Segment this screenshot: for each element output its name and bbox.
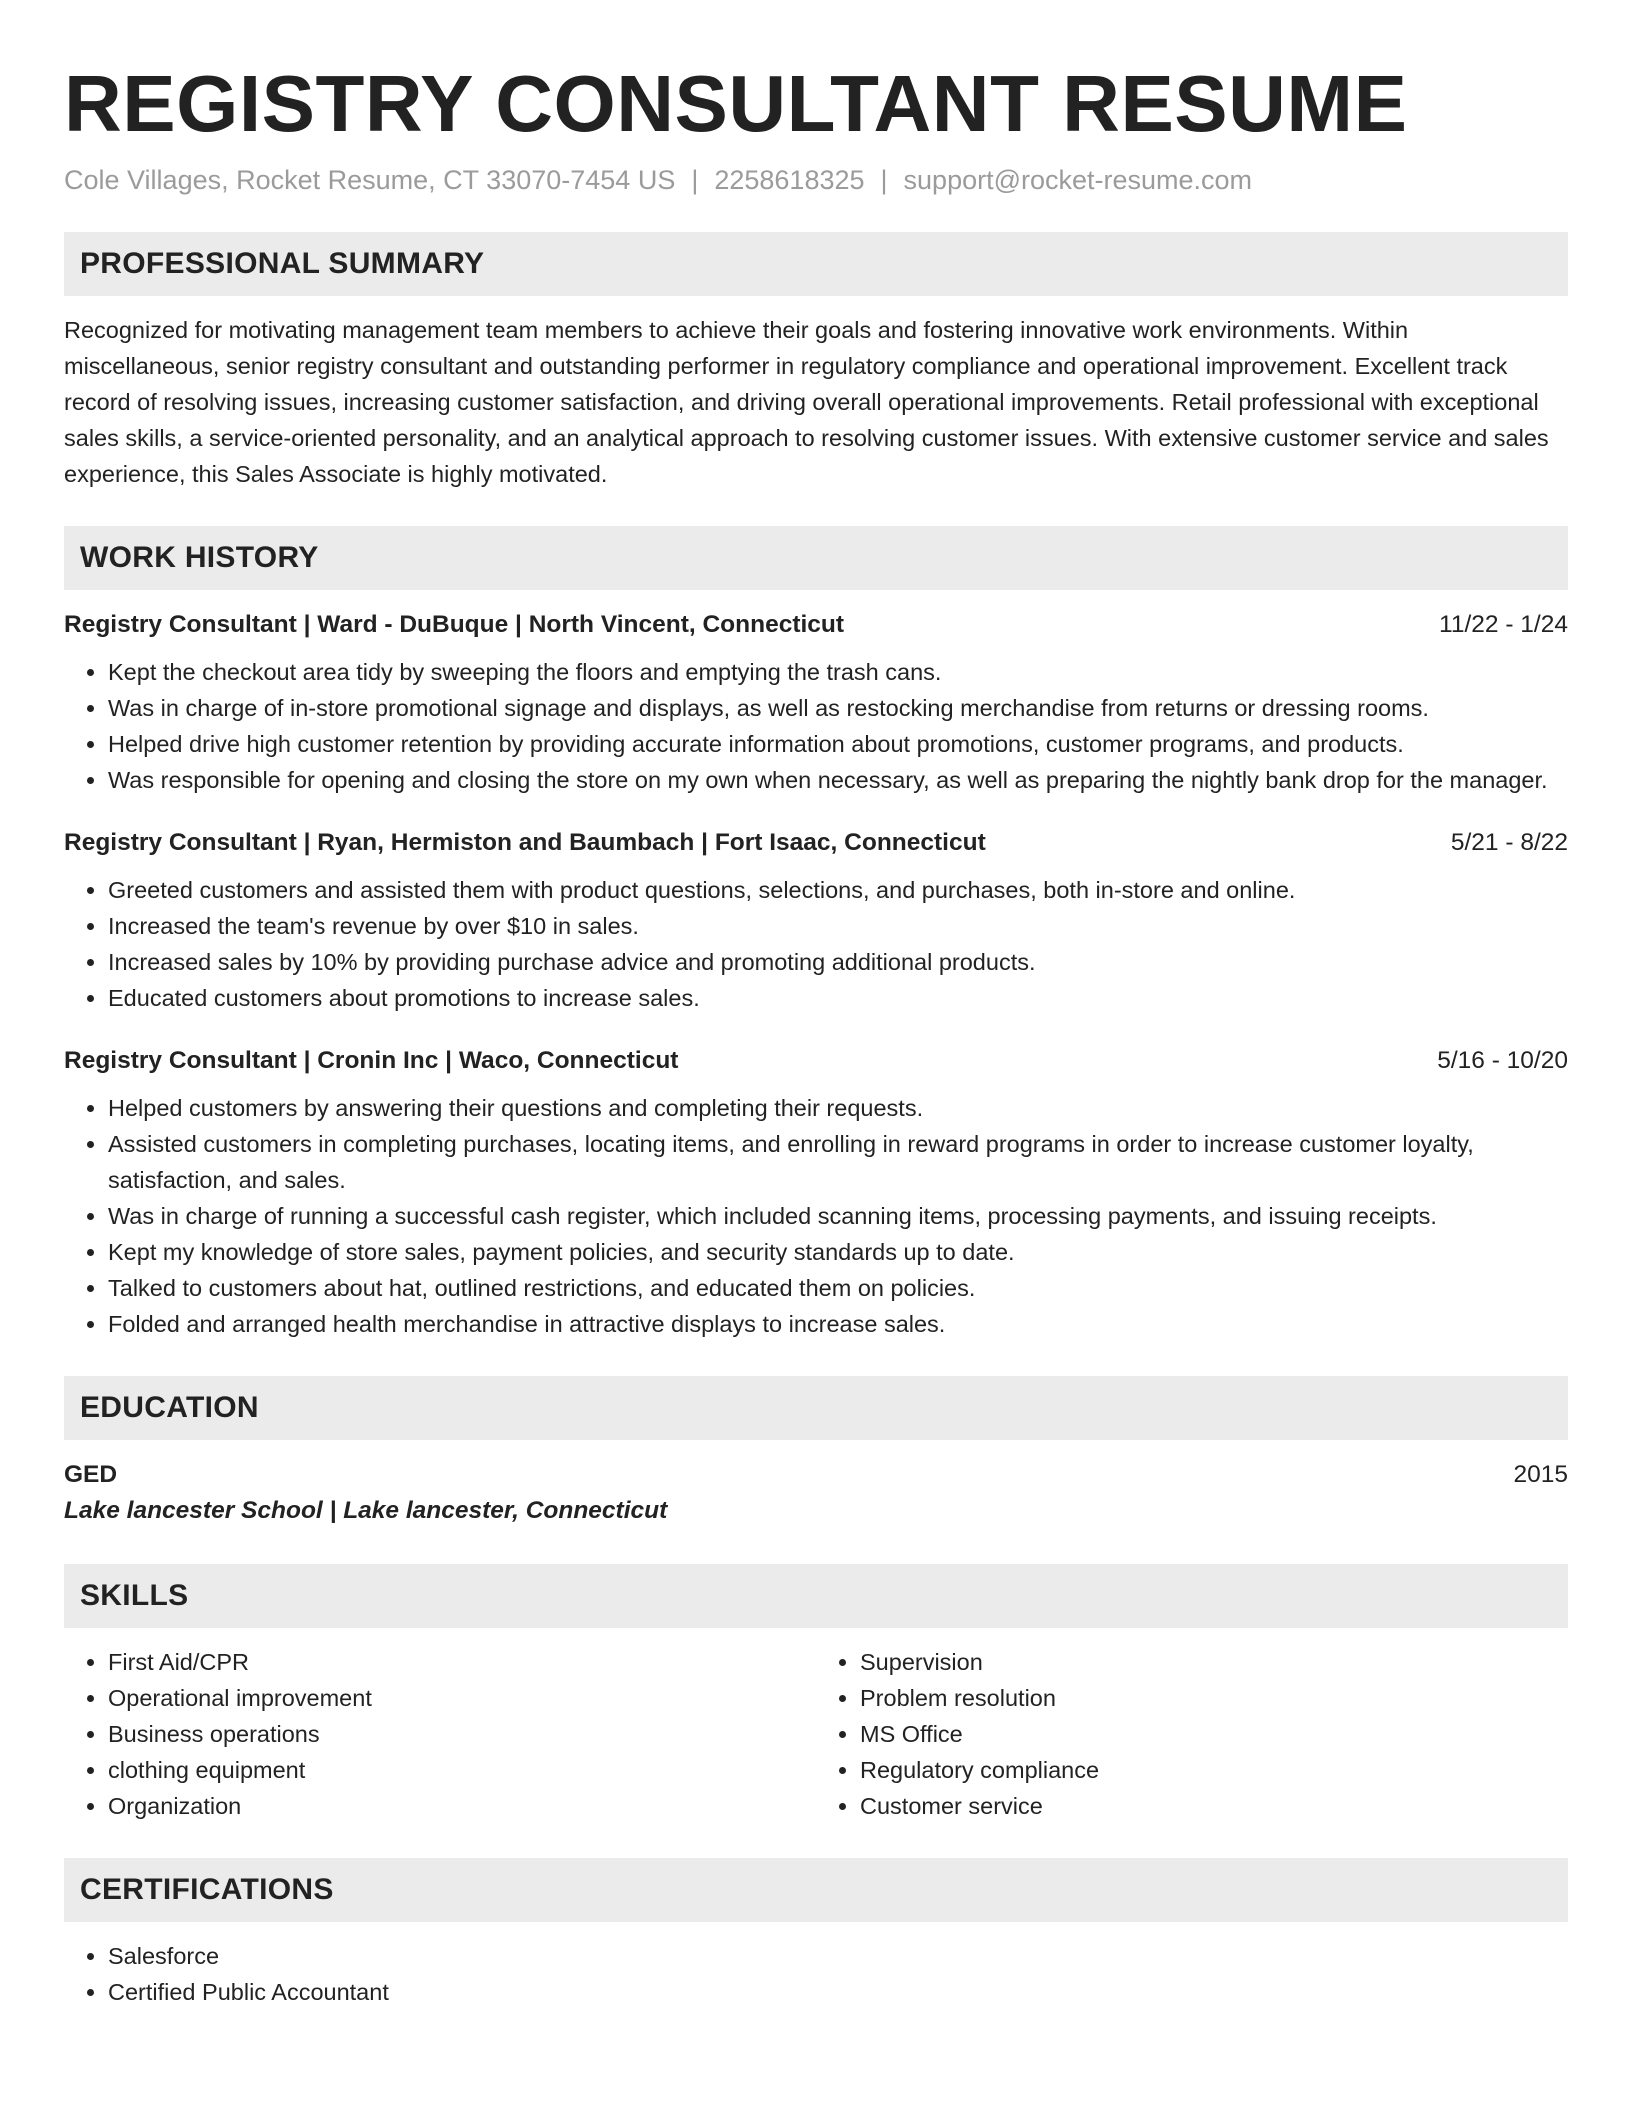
list-item: • Salesforce	[108, 1938, 1568, 1974]
education-entry	[64, 1458, 1568, 1530]
list-item: • Organization	[108, 1788, 816, 1824]
job-header	[64, 826, 1568, 860]
skills-section	[64, 1564, 1568, 1824]
list-item: • clothing equipment	[108, 1752, 816, 1788]
job-dates: 5/21 - 8/22	[1450, 829, 1568, 856]
list-item: • Problem resolution	[860, 1680, 1568, 1716]
job-title: Registry Consultant | Ward - DuBuque | North Vincent, Connecticut	[64, 611, 845, 638]
summary-text: Recognized for motivating management team members to achieve their goals and fostering innovative work environments. Within miscellaneous, senior registry consultant and outstanding performer in regulatory compliance and operational improvement. Excellent track record of resolving issues, increasing customer satisfaction, and driving overall operational improvements. Retail professional with exceptional sales skills, a service-oriented personality, and an analytical approach to resolving customer issues. With extensive customer service and sales experience, this Sales Associate is highly motivated.	[64, 317, 1549, 487]
contact-address: Cole Villages, Rocket Resume, CT 33070-7454 US	[64, 165, 676, 195]
list-item: • Was in charge of in-store promotional signage and displays, as well as restocking merchandise from returns or dressing rooms.	[108, 690, 1568, 726]
list-item: • Increased sales by 10% by providing purchase advice and promoting additional products.	[108, 944, 1568, 980]
education-school: Lake lancester School | Lake lancester, Connecticut	[64, 1497, 668, 1524]
section-heading-certifications: CERTIFICATIONS	[64, 1858, 1568, 1922]
job-header	[64, 1044, 1568, 1078]
professional-summary-section	[64, 232, 1568, 492]
job-bullets	[64, 654, 1568, 798]
skills-columns	[64, 1644, 1568, 1824]
list-item: • Helped drive high customer retention by providing accurate information about promotions, customer programs, and products.	[108, 726, 1568, 762]
list-item: • Talked to customers about hat, outlined restrictions, and educated them on policies.	[108, 1270, 1568, 1306]
list-item: • Greeted customers and assisted them with product questions, selections, and purchases, both in-store and online.	[108, 872, 1568, 908]
section-heading-summary: PROFESSIONAL SUMMARY	[64, 232, 1568, 296]
list-item: • Was in charge of running a successful cash register, which included scanning items, processing payments, and issuing receipts.	[108, 1198, 1568, 1234]
job-header	[64, 608, 1568, 642]
list-item: • Regulatory compliance	[860, 1752, 1568, 1788]
list-item: • Customer service	[860, 1788, 1568, 1824]
contact-line	[64, 162, 1568, 198]
skills-list-right	[816, 1644, 1568, 1824]
list-item: • Folded and arranged health merchandise in attractive displays to increase sales.	[108, 1306, 1568, 1342]
list-item: • Certified Public Accountant	[108, 1974, 1568, 2010]
section-heading-education: EDUCATION	[64, 1376, 1568, 1440]
job-dates: 11/22 - 1/24	[1439, 611, 1568, 638]
contact-separator: |	[880, 165, 888, 195]
job-bullets	[64, 1090, 1568, 1342]
section-heading-skills: SKILLS	[64, 1564, 1568, 1628]
job-bullets	[64, 872, 1568, 1016]
contact-phone: 2258618325	[714, 165, 865, 195]
job-entry	[64, 1044, 1568, 1342]
list-item: • Was responsible for opening and closing the store on my own when necessary, as well as preparing the nightly bank drop for the manager.	[108, 762, 1568, 798]
list-item: • MS Office	[860, 1716, 1568, 1752]
list-item: • Kept the checkout area tidy by sweeping the floors and emptying the trash cans.	[108, 654, 1568, 690]
job-entry	[64, 826, 1568, 1016]
list-item: • Assisted customers in completing purchases, locating items, and enrolling in reward programs in order to increase customer loyalty, satisfaction, and sales.	[108, 1126, 1568, 1198]
education-header	[64, 1458, 1568, 1492]
contact-separator: |	[691, 165, 699, 195]
work-history-section	[64, 526, 1568, 1342]
list-item: • Helped customers by answering their questions and completing their requests.	[108, 1090, 1568, 1126]
job-dates: 5/16 - 10/20	[1437, 1047, 1568, 1074]
education-degree: GED	[64, 1461, 118, 1488]
list-item: • Supervision	[860, 1644, 1568, 1680]
job-entry	[64, 608, 1568, 798]
list-item: • Operational improvement	[108, 1680, 816, 1716]
list-item: • Kept my knowledge of store sales, payment policies, and security standards up to date.	[108, 1234, 1568, 1270]
skills-list-left	[64, 1644, 816, 1824]
job-title: Registry Consultant | Cronin Inc | Waco, Connecticut	[64, 1047, 679, 1074]
job-title: Registry Consultant | Ryan, Hermiston and Baumbach | Fort Isaac, Connecticut	[64, 829, 986, 856]
list-item: • Business operations	[108, 1716, 816, 1752]
list-item: • Educated customers about promotions to increase sales.	[108, 980, 1568, 1016]
certifications-list	[64, 1938, 1568, 2010]
certifications-section	[64, 1858, 1568, 2010]
education-section	[64, 1376, 1568, 1530]
list-item: • Increased the team's revenue by over $10 in sales.	[108, 908, 1568, 944]
education-year: 2015	[1513, 1461, 1568, 1488]
list-item: • First Aid/CPR	[108, 1644, 816, 1680]
section-heading-work: WORK HISTORY	[64, 526, 1568, 590]
contact-email: support@rocket-resume.com	[903, 165, 1253, 195]
resume-title: REGISTRY CONSULTANT RESUME	[64, 59, 1408, 148]
